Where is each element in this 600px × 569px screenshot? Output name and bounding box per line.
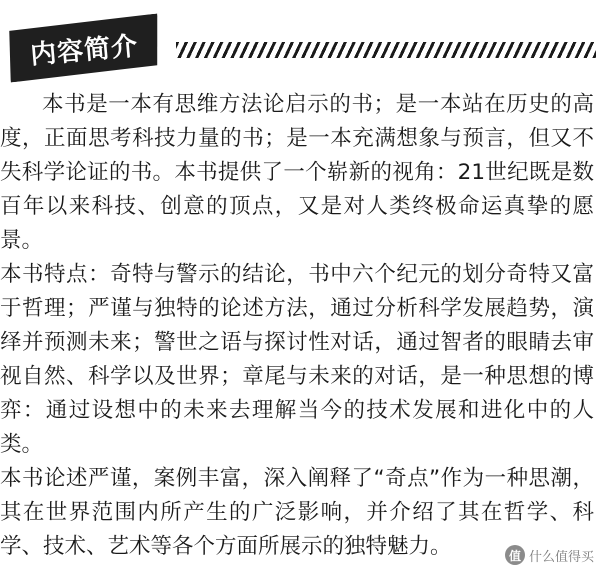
title-badge xyxy=(6,13,162,82)
intro-body xyxy=(0,88,600,564)
paragraph-features: 本书特点：奇特与警示的结论，书中六个纪元的划分奇特又富于哲理；严谨与独特的论述方法，通过分析科学发展趋势，演绎并预测未来；警世之语与探讨性对话，通过智者的眼睛去审视自然、科学以及世界；章尾与未来的对话，是一种思想的博弈：通过设想中的未来去理解当今的技术发展和进化中的人类。 xyxy=(0,262,594,457)
paragraph-intro: 本书是一本有思维方法论启示的书；是一本站在历史的高度，正面思考科技力量的书；是一本充满想象与预言，但又不失科学论证的书。本书提供了一个崭新的视角：21世纪既是数百年以来科技、创意的顶点，又是对人类终极命运真挚的愿景。 xyxy=(0,92,594,253)
paragraph-summary: 本书论述严谨，案例丰富，深入阐释了“奇点”作为一种思潮，其在世界范围内所产生的广泛影响，并介绍了其在哲学、科学、技术、艺术等各个方面所展示的独特魅力。 xyxy=(0,466,594,559)
watermark-logo-icon: 值 xyxy=(505,545,525,565)
watermark-text: 什么值得买 xyxy=(528,549,594,565)
decorative-stripes xyxy=(176,42,596,58)
section-header xyxy=(0,0,600,96)
site-watermark xyxy=(505,545,594,565)
section-title: 内容简介 xyxy=(29,30,140,71)
